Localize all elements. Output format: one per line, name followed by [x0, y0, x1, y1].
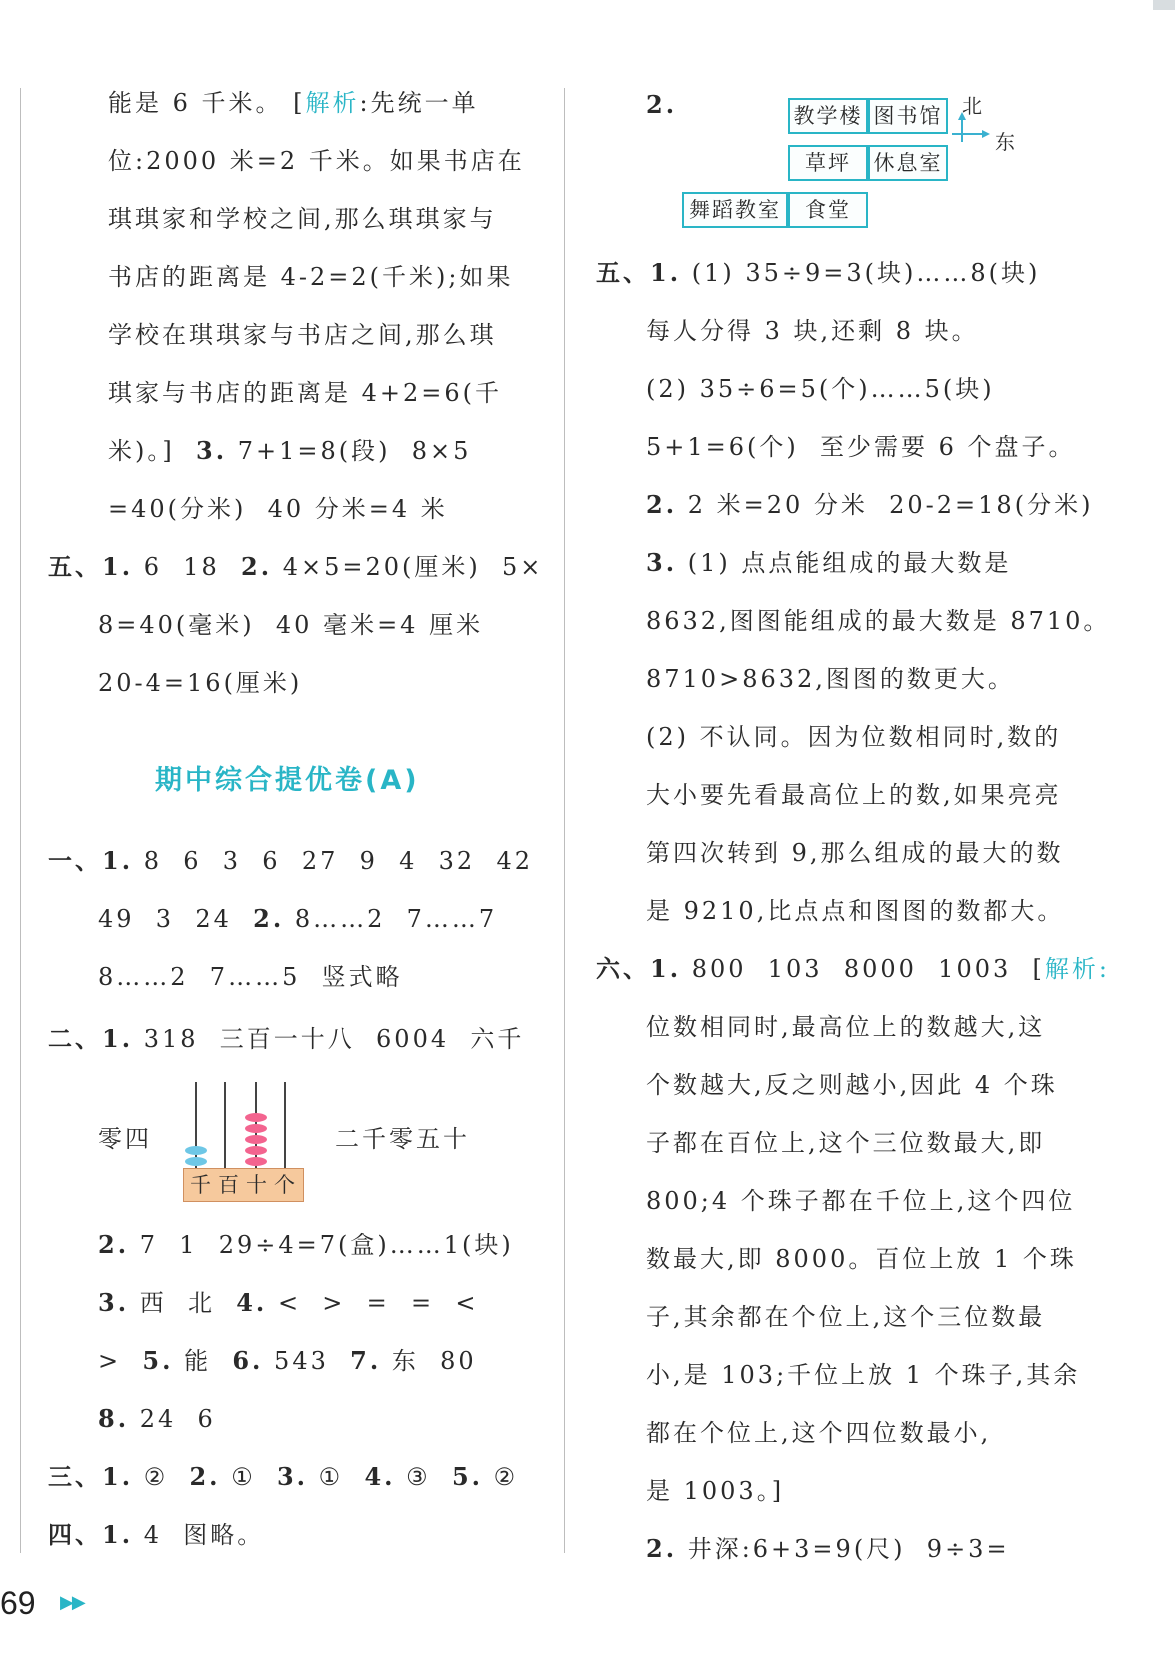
text-line: 六、1. 800 103 8000 1003 [解析: [596, 954, 1110, 983]
text-line: 每人分得 3 块,还剩 8 块。 [646, 317, 979, 345]
analysis-tag: 解析: [1044, 955, 1110, 983]
text-line: (2) 不认同。因为位数相同时,数的 [646, 723, 1062, 751]
text-line: 5+1=6(个) 至少需要 6 个盘子。 [646, 433, 1076, 461]
text-line: 8=40(毫米) 40 毫米=4 厘米 [98, 611, 484, 639]
text-line: 20-4=16(厘米) [98, 669, 303, 697]
map-building: 食堂 [788, 192, 868, 228]
text-line: 3. (1) 点点能组成的最大数是 [646, 548, 1012, 577]
abacus-bead [245, 1146, 267, 1155]
text-line: 大小要先看最高位上的数,如果亮亮 [646, 781, 1062, 809]
text-line: 五、1. 6 18 2. 4×5=20(厘米) 5× [48, 552, 544, 581]
text-line: 8710>8632,图图的数更大。 [646, 665, 1015, 693]
compass-east-label: 东 [995, 130, 1015, 154]
section-title: 期中综合提优卷(A) [155, 765, 420, 796]
question-number: 2. [646, 90, 678, 119]
text-line: =40(分米) 40 分米=4 米 [108, 495, 448, 523]
text-line: 学校在琪琪家与书店之间,那么琪 [108, 321, 497, 349]
text-line: 位数相同时,最高位上的数越大,这 [646, 1013, 1046, 1041]
abacus-rod-thousands [195, 1082, 197, 1168]
map-building: 教学楼 [788, 98, 868, 134]
text-line: 琪琪家和学校之间,那么琪琪家与 [108, 205, 497, 233]
text-line: 三、1. ② 2. ① 3. ① 4. ③ 5. ② [48, 1462, 519, 1491]
compass-north-label: 北 [962, 94, 982, 118]
text-line: 子都在百位上,这个三位数最大,即 [646, 1129, 1046, 1157]
text-line: > 5. 能 6. 543 7. 东 80 [98, 1346, 477, 1375]
abacus-rod-ones [284, 1082, 286, 1168]
map-building: 休息室 [868, 145, 948, 181]
text-line: 个数越大,反之则越小,因此 4 个珠 [646, 1071, 1058, 1099]
text-line: 子,其余都在个位上,这个三位数最 [646, 1303, 1046, 1331]
text-line: 2. 井深:6+3=9(尺) 9÷3= [646, 1534, 1010, 1563]
left-margin-rule [20, 88, 21, 1553]
text-line: 琪家与书店的距离是 4+2=6(千 [108, 379, 503, 407]
abacus-base-labels: 千百十个 [183, 1168, 304, 1202]
text-line: 8……2 7……5 竖式略 [98, 963, 403, 991]
double-arrow-icon: ▶▶ [60, 1592, 84, 1613]
text-line: 数最大,即 8000。百位上放 1 个珠 [646, 1245, 1077, 1273]
text-line: 位:2000 米=2 千米。如果书店在 [108, 147, 525, 175]
text-line: 书店的距离是 4-2=2(千米);如果 [108, 263, 514, 291]
abacus-bead [185, 1157, 207, 1166]
analysis-tag: 解析 [305, 89, 360, 117]
text-line: 2. 2 米=20 分米 20-2=18(分米) [646, 490, 1094, 519]
page-number: 69 [0, 1585, 36, 1621]
text-line: 是 1003。] [646, 1477, 785, 1505]
abacus-bead [185, 1146, 207, 1155]
text-line: 五、1. (1) 35÷9=3(块)……8(块) [596, 258, 1041, 287]
text-line: 小,是 103;千位上放 1 个珠子,其余 [646, 1361, 1081, 1389]
text-line: 第四次转到 9,那么组成的最大的数 [646, 839, 1064, 867]
abacus-rod-hundreds [224, 1082, 226, 1168]
abacus-bead [245, 1124, 267, 1133]
text-line: 能是 6 千米。 [解析:先统一单 [108, 89, 479, 117]
text-line: 2. 7 1 29÷4=7(盒)……1(块) [98, 1230, 514, 1259]
text-line: 800;4 个珠子都在千位上,这个四位 [646, 1187, 1076, 1215]
map-building: 草坪 [788, 145, 868, 181]
abacus-bead [245, 1113, 267, 1122]
text-line: 二千零五十 [335, 1125, 470, 1153]
text-line: 一、1. 8 6 3 6 27 9 4 32 42 [48, 846, 533, 875]
abacus-bead [245, 1157, 267, 1166]
text-line: 8632,图图能组成的最大数是 8710。 [646, 607, 1111, 635]
text-line: 二、1. 318 三百一十八 6004 六千 [48, 1024, 525, 1053]
text-line: 3. 西 北 4. < > = = < [98, 1288, 479, 1317]
text-line: (2) 35÷6=5(个)……5(块) [646, 375, 995, 403]
text-line: 四、1. 4 图略。 [48, 1520, 265, 1549]
map-building: 图书馆 [868, 98, 948, 134]
text-line: 8. 24 6 [98, 1404, 216, 1433]
text-line: 49 3 24 2. 8……2 7……7 [98, 904, 498, 933]
map-building: 舞蹈教室 [682, 192, 788, 228]
corner-tab [1153, 0, 1175, 10]
text-line: 都在个位上,这个四位数最小, [646, 1419, 992, 1447]
text-line: 是 9210,比点点和图图的数都大。 [646, 897, 1065, 925]
abacus-bead [245, 1135, 267, 1144]
text-line: 米)。] 3. 7+1=8(段) 8×5 [108, 436, 472, 465]
column-divider [564, 88, 565, 1553]
text-line: 零四 [98, 1125, 152, 1153]
